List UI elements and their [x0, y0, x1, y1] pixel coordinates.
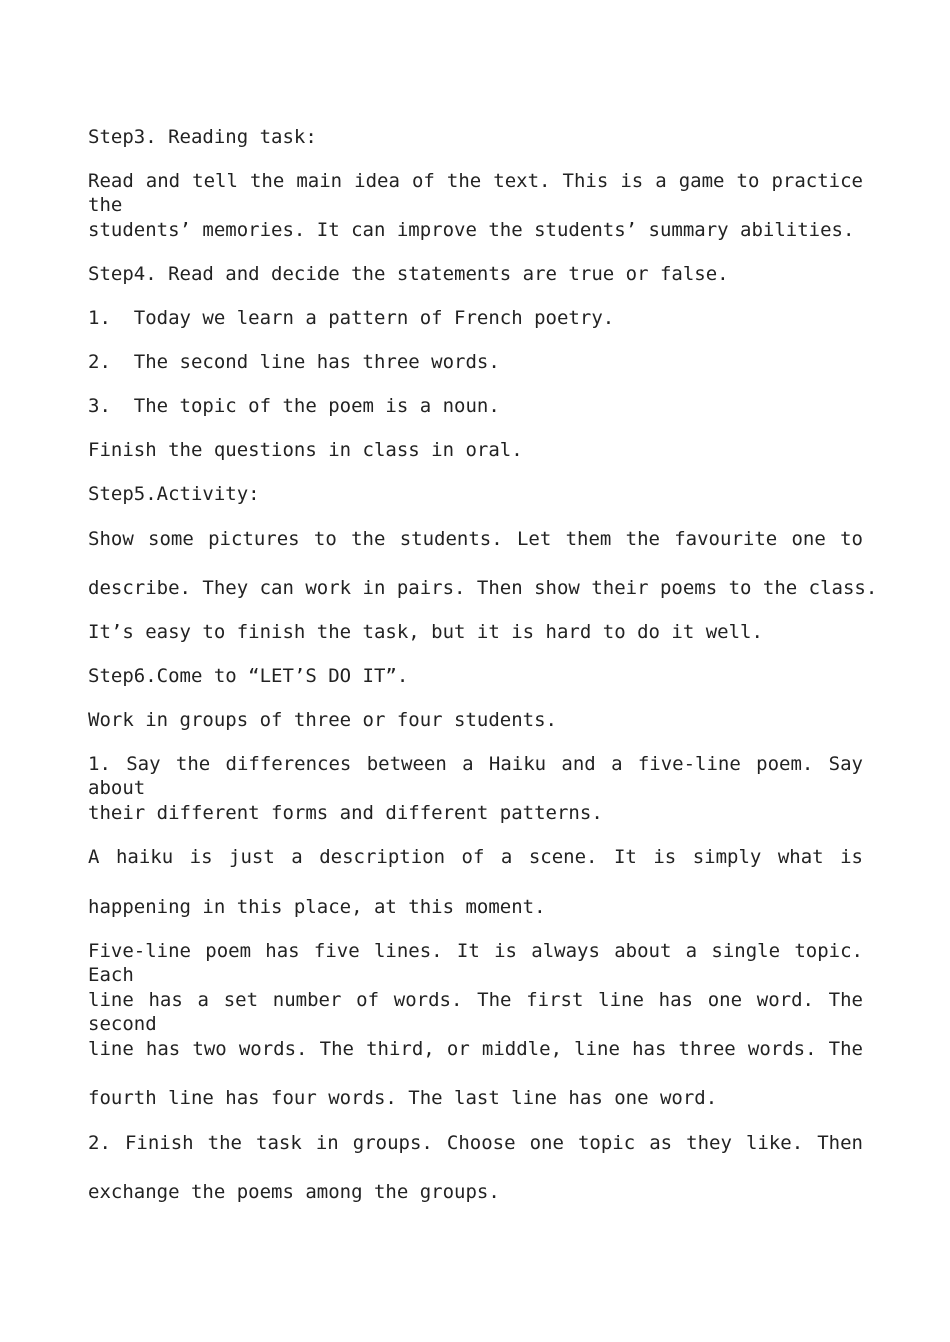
statement-3: 3. The topic of the poem is a noun.: [88, 395, 500, 417]
step3-heading: Step3. Reading task:: [88, 126, 317, 148]
five-line-text-line-2: line has a set number of words. The first line has one word. The second: [88, 989, 863, 1035]
task-2-line-1: 2. Finish the task in groups. Choose one topic as they like. Then: [88, 1132, 863, 1154]
step6-instruction: Work in groups of three or four students.: [88, 709, 557, 731]
step4-note: Finish the questions in class in oral.: [88, 439, 523, 461]
step5-heading: Step5.Activity:: [88, 483, 260, 505]
step3-text-line-2: students’ memories. It can improve the students’ summary abilities.: [88, 219, 855, 241]
haiku-text-line-1: A haiku is just a description of a scene. It is simply what is: [88, 846, 863, 868]
step4-heading: Step4. Read and decide the statements are true or false.: [88, 263, 729, 285]
step5-note: It’s easy to finish the task, but it is hard to do it well.: [88, 621, 763, 643]
five-line-text-line-3: line has two words. The third, or middle, line has three words. The: [88, 1038, 863, 1060]
haiku-text-line-2: happening in this place, at this moment.: [88, 896, 546, 918]
five-line-text-line-1: Five-line poem has five lines. It is always about a single topic. Each: [88, 940, 863, 986]
step6-heading: Step6.Come to “LET’S DO IT”.: [88, 665, 409, 687]
five-line-text-line-4: fourth line has four words. The last line has one word.: [88, 1087, 718, 1109]
step5-text-line-2: describe. They can work in pairs. Then show their poems to the class.: [88, 577, 878, 599]
task-1-line-1: 1. Say the differences between a Haiku and a five-line poem. Say about: [88, 753, 863, 799]
step3-text-line-1: Read and tell the main idea of the text. This is a game to practice the: [88, 170, 863, 216]
task-1-line-2: their different forms and different patterns.: [88, 802, 603, 824]
task-2-line-2: exchange the poems among the groups.: [88, 1181, 500, 1203]
step5-text-line-1: Show some pictures to the students. Let them the favourite one to: [88, 528, 863, 550]
statement-1: 1. Today we learn a pattern of French poetry.: [88, 307, 615, 329]
statement-2: 2. The second line has three words.: [88, 351, 500, 373]
